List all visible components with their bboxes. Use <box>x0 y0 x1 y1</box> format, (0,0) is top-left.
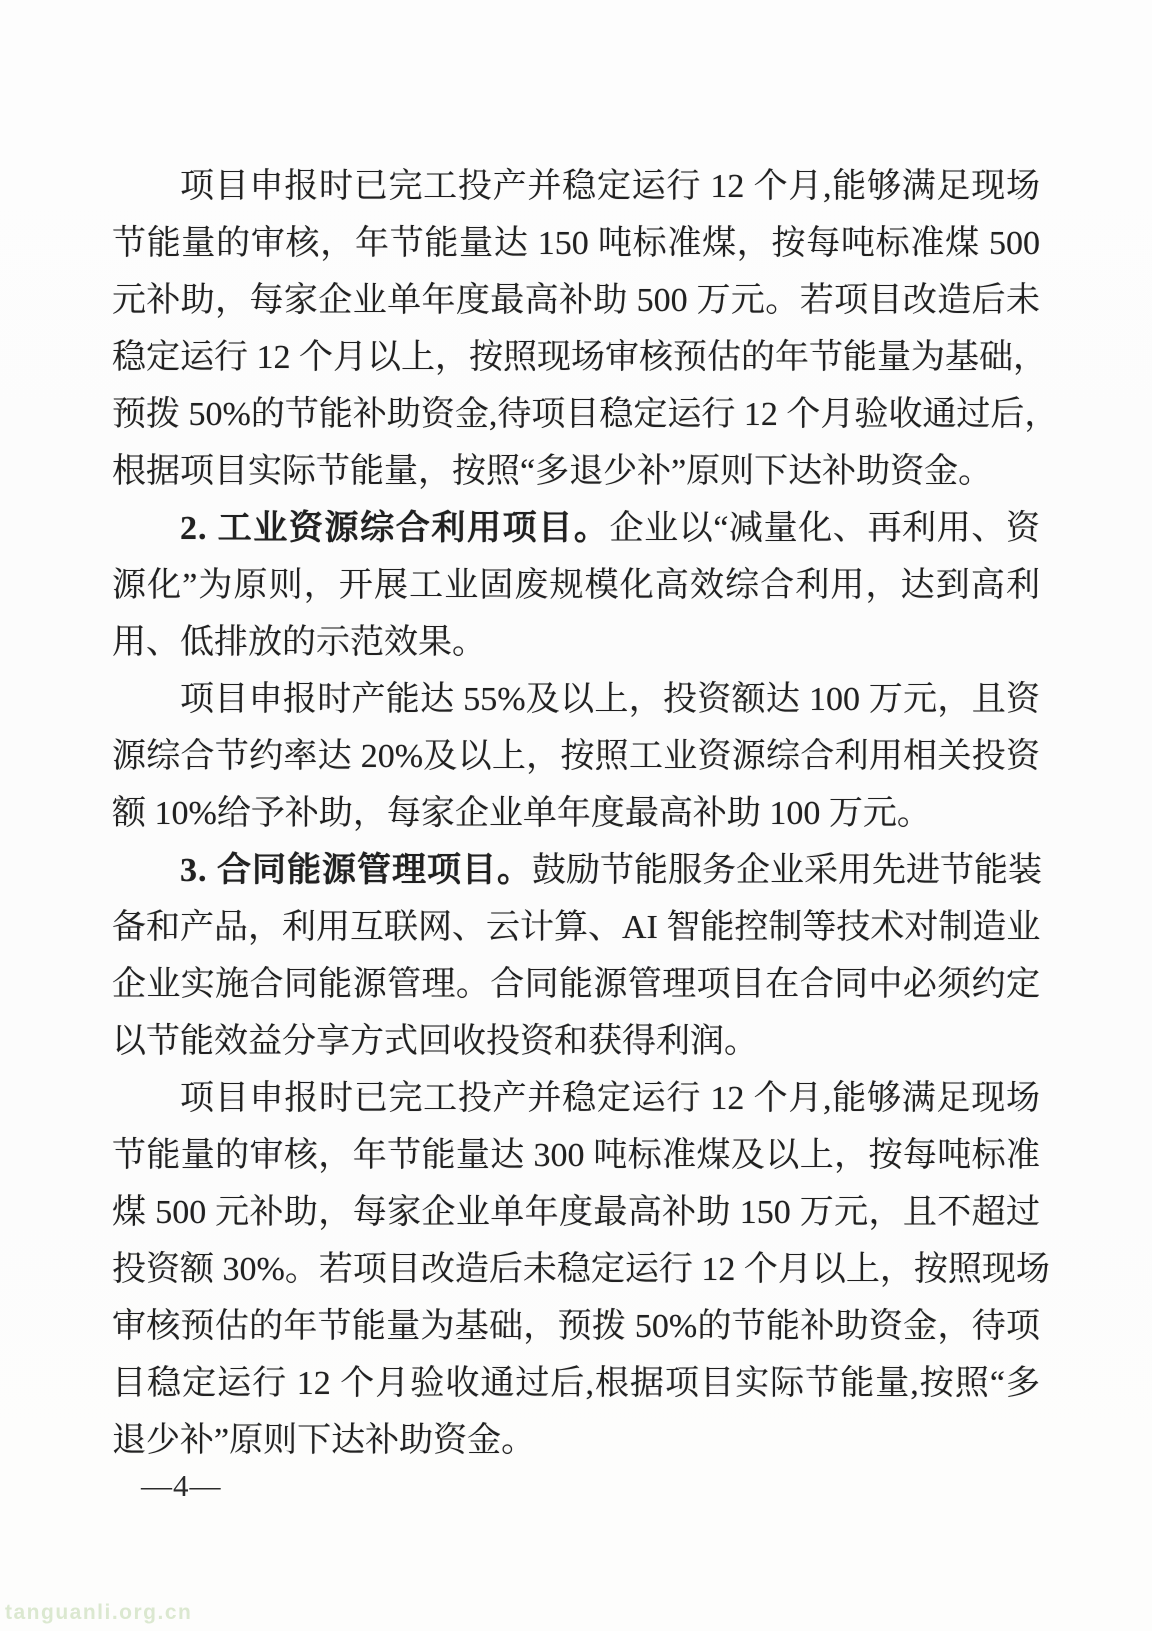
text-run: 用、低排放的示范效果。 <box>112 624 486 661</box>
text-line <box>112 1184 1040 1241</box>
text-run: 元补助，每家企业单年度最高补助 500 万元。若项目改造后未 <box>112 282 1040 319</box>
text-run: 节能量的审核，年节能量达 150 吨标准煤，按每吨标准煤 500 <box>112 225 1040 262</box>
text-line <box>112 443 1040 500</box>
document-body <box>112 158 1059 1469</box>
text-line <box>112 842 1040 899</box>
text-run: 鼓励节能服务企业采用先进节能装 <box>532 852 1042 889</box>
paragraph <box>112 500 1040 671</box>
watermark: tanguanli.org.cn <box>5 1601 193 1624</box>
text-run: 源化”为原则，开展工业固废规模化高效综合利用，达到高利 <box>112 567 1040 604</box>
text-line <box>112 329 1047 386</box>
text-line <box>112 671 1040 728</box>
text-line <box>112 386 1059 443</box>
text-run: 根据项目实际节能量，按照“多退少补”原则下达补助资金。 <box>112 453 993 490</box>
text-run: 以节能效益分享方式回收投资和获得利润。 <box>112 1023 758 1060</box>
text-run: 节能量的审核，年节能量达 300 吨标准煤及以上，按每吨标准 <box>112 1137 1040 1174</box>
text-line <box>112 1241 1050 1298</box>
text-run: 企业以“减量化、再利用、资 <box>609 510 1040 547</box>
text-line <box>112 1127 1040 1184</box>
text-line <box>112 500 1040 557</box>
paragraph <box>112 1070 1050 1469</box>
section-heading: 2. 工业资源综合利用项目。 <box>180 510 610 547</box>
section-heading: 3. 合同能源管理项目。 <box>180 852 532 889</box>
text-run: 审核预估的年节能量为基础，预拨 50%的节能补助资金，待项 <box>112 1308 1040 1345</box>
text-line <box>112 215 1040 272</box>
text-line <box>112 614 1040 671</box>
text-run: 投资额 30%。若项目改造后未稳定运行 12 个月以上，按照现场 <box>112 1251 1050 1288</box>
text-run: 项目申报时已完工投产并稳定运行 12 个月,能够满足现场 <box>180 1080 1040 1117</box>
text-run: 预拨 50%的节能补助资金,待项目稳定运行 12 个月验收通过后， <box>112 396 1059 433</box>
text-run: 稳定运行 12 个月以上，按照现场审核预估的年节能量为基础， <box>112 339 1047 376</box>
text-run: 目稳定运行 12 个月验收通过后,根据项目实际节能量,按照“多 <box>112 1365 1040 1402</box>
text-line <box>112 1070 1040 1127</box>
text-run: 退少补”原则下达补助资金。 <box>112 1422 536 1459</box>
text-run: 额 10%给予补助，每家企业单年度最高补助 100 万元。 <box>112 795 931 832</box>
text-run: 备和产品，利用互联网、云计算、AI 智能控制等技术对制造业 <box>112 909 1041 946</box>
text-run: 项目申报时已完工投产并稳定运行 12 个月,能够满足现场 <box>180 168 1040 205</box>
text-line <box>112 785 1040 842</box>
paragraph <box>112 671 1040 842</box>
text-run: 企业实施合同能源管理。合同能源管理项目在合同中必须约定 <box>112 966 1040 1003</box>
text-run: 煤 500 元补助，每家企业单年度最高补助 150 万元，且不超过 <box>112 1194 1040 1231</box>
text-run: 源综合节约率达 20%及以上，按照工业资源综合利用相关投资 <box>112 738 1040 775</box>
text-line <box>112 1298 1040 1355</box>
text-line <box>112 158 1040 215</box>
text-line <box>112 1013 1040 1070</box>
text-line <box>112 272 1040 329</box>
text-line <box>112 1355 1040 1412</box>
text-run: 项目申报时产能达 55%及以上，投资额达 100 万元，且资 <box>180 681 1040 718</box>
text-line <box>112 1412 1040 1469</box>
paragraph <box>112 842 1040 1070</box>
paragraph <box>112 158 1059 500</box>
page-number: —4— <box>141 1468 222 1503</box>
text-line <box>112 728 1040 785</box>
text-line <box>112 557 1040 614</box>
text-line <box>112 899 1040 956</box>
text-line <box>112 956 1040 1013</box>
